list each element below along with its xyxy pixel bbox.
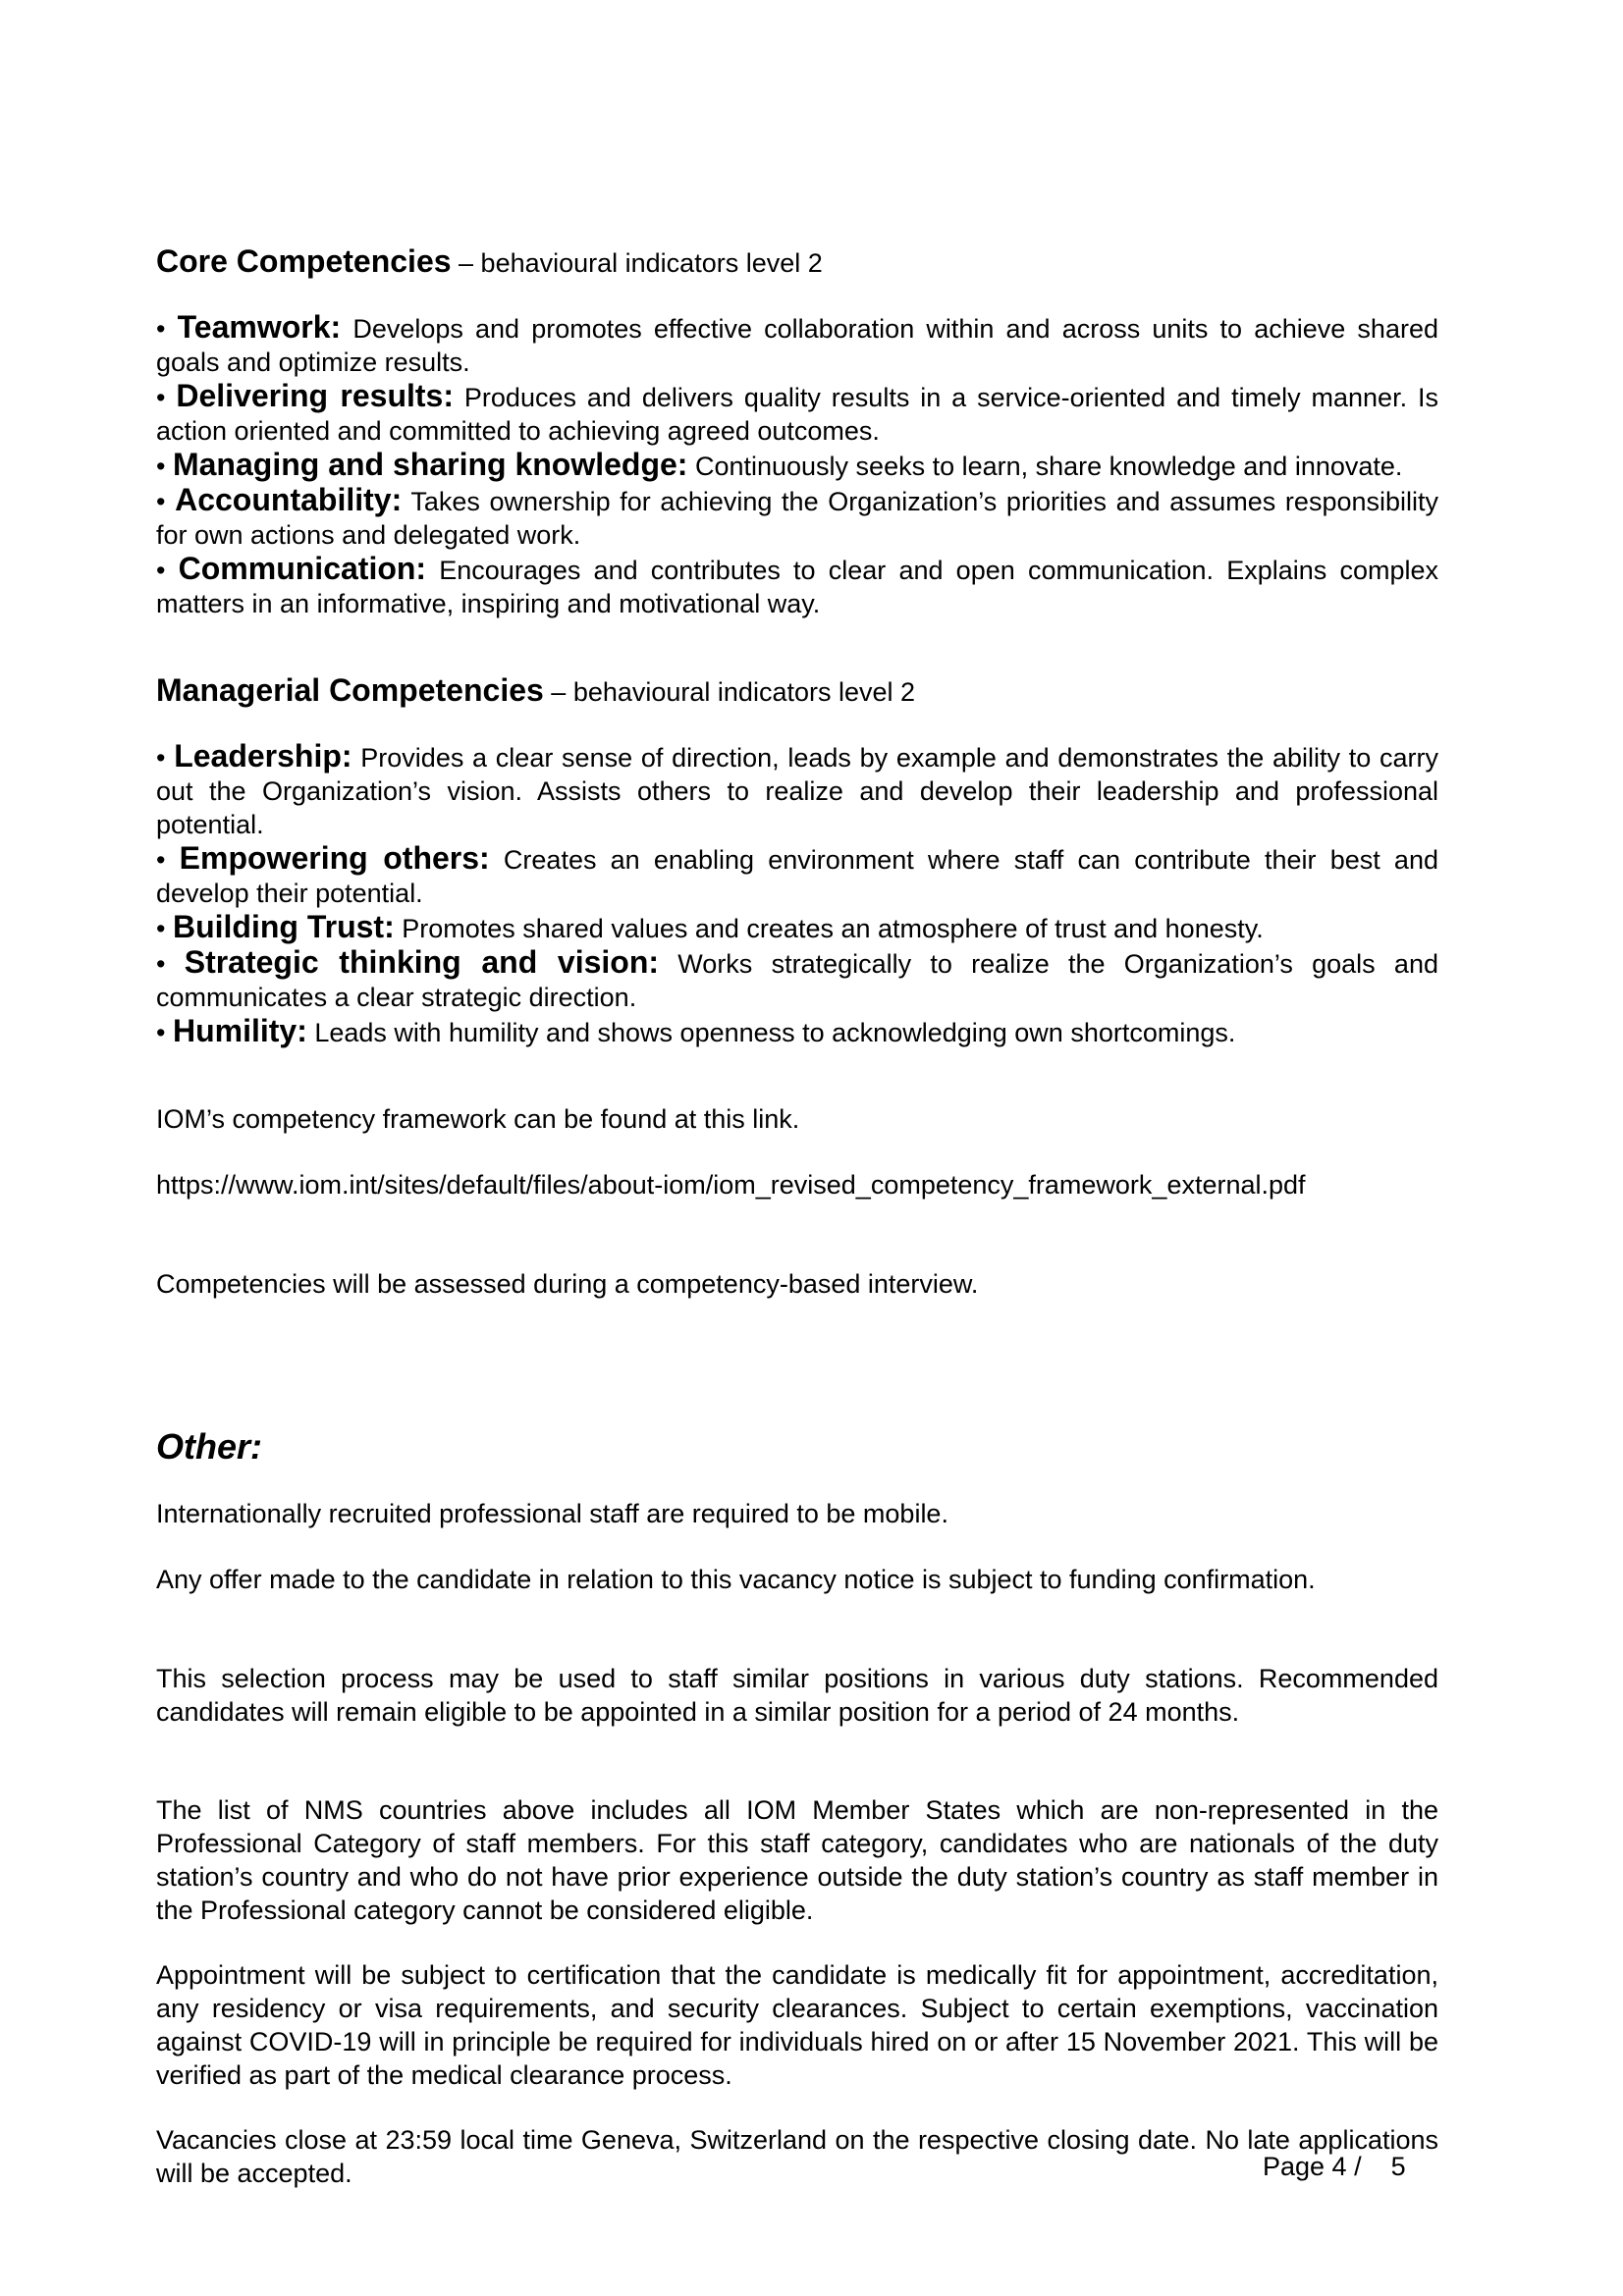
core-heading-bold: Core Competencies — [156, 243, 452, 279]
managerial-competencies-heading — [156, 673, 1438, 709]
description: Takes ownership for achieving the Organization’s priorities and assumes responsibility for own actions and delegated work. — [156, 487, 1438, 550]
document-page — [156, 0, 1438, 2296]
term: Strategic thinking and vision: — [184, 944, 660, 980]
term: Delivering results: — [176, 378, 454, 413]
term: Accountability: — [175, 482, 403, 517]
description: Promotes shared values and creates an atmosphere of trust and honesty. — [394, 914, 1264, 943]
description: Works strategically to realize the Organization’s goals and communicates a clear strategic direction. — [156, 949, 1438, 1012]
description: Continuously seeks to learn, share knowledge and innovate. — [687, 452, 1403, 481]
term: Leadership: — [174, 738, 352, 774]
managerial-item-strategic-thinking: • Strategic thinking and vision: Works strategically to realize the Organization’s goals and communicates a clear strategic direction. — [156, 944, 1438, 1012]
term: Building Trust: — [172, 909, 395, 944]
term: Teamwork: — [177, 309, 342, 345]
other-paragraph-selection: This selection process may be used to staff similar positions in various duty stations. Recommended candidates will remain eligible to be appointed in a similar position for a period of 24 months. — [156, 1664, 1438, 1727]
description: Encourages and contributes to clear and open communication. Explains complex matters in an informative, inspiring and motivational way. — [156, 556, 1438, 618]
other-paragraph-nms: The list of NMS countries above includes all IOM Member States which are non-represented in the Professional Category of staff members. For this staff category, candidates who are nationals of the duty station’s country and who do not have prior experience outside the duty station’s country as staff member in the Professional category cannot be considered eligible. — [156, 1795, 1438, 1925]
core-competencies-heading — [156, 244, 1438, 280]
core-item-accountability: • Accountability: Takes ownership for achieving the Organization’s priorities and assumes responsibility for own actions and delegated work. — [156, 482, 1438, 550]
other-paragraph-mobility: Internationally recruited professional staff are required to be mobile. — [156, 1499, 948, 1528]
framework-link[interactable]: https://www.iom.int/sites/default/files/about-iom/iom_revised_competency_framework_external.pdf — [156, 1170, 1306, 1200]
framework-intro: IOM’s competency framework can be found at this link. — [156, 1104, 800, 1134]
core-competencies-list — [156, 310, 1438, 620]
assessment-note: Competencies will be assessed during a competency-based interview. — [156, 1269, 979, 1299]
other-heading: Other: — [156, 1426, 262, 1467]
term: Empowering others: — [179, 840, 490, 876]
managerial-heading-bold: Managerial Competencies — [156, 672, 544, 708]
core-heading-rest: – behavioural indicators level 2 — [451, 248, 823, 278]
description: Leads with humility and shows openness to acknowledging own shortcomings. — [306, 1018, 1236, 1047]
description: Creates an enabling environment where staff can contribute their best and develop their potential. — [156, 845, 1438, 908]
core-item-delivering-results: • Delivering results: Produces and delivers quality results in a service-oriented and timely manner. Is action oriented and committed to achieving agreed outcomes. — [156, 378, 1438, 446]
managerial-item-leadership: • Leadership: Provides a clear sense of direction, leads by example and demonstrates the ability to carry out the Organization’s vision. Assists others to realize and develop their leadership and professional potential. — [156, 738, 1438, 839]
other-paragraph-closing: Vacancies close at 23:59 local time Geneva, Switzerland on the respective closing date. No late applications will be accepted. — [156, 2125, 1438, 2188]
managerial-heading-rest: – behavioural indicators level 2 — [543, 677, 916, 707]
description: Produces and delivers quality results in a service-oriented and timely manner. Is action oriented and committed to achieving agreed outcomes. — [156, 383, 1438, 446]
managerial-competencies-list — [156, 739, 1438, 1049]
other-paragraph-funding: Any offer made to the candidate in relation to this vacancy notice is subject to funding confirmation. — [156, 1565, 1316, 1594]
other-paragraph-appointment: Appointment will be subject to certification that the candidate is medically fit for appointment, accreditation, any residency or visa requirements, and security clearances. Subject to certain exemptions, vaccination against COVID-19 will in principle be required for individuals hired on or after 15 November 2021. This will be verified as part of the medical clearance process. — [156, 1960, 1438, 2090]
managerial-item-building-trust: • Building Trust: Promotes shared values and creates an atmosphere of trust and honesty. — [156, 909, 1264, 944]
term: Communication: — [178, 551, 427, 586]
core-item-teamwork: • Teamwork: Develops and promotes effective collaboration within and across units to achieve shared goals and optimize results. — [156, 309, 1438, 377]
core-item-managing-knowledge: • Managing and sharing knowledge: Continuously seeks to learn, share knowledge and innovate. — [156, 447, 1403, 482]
term: Managing and sharing knowledge: — [172, 447, 688, 482]
page-number: Page 4 / 5 — [1263, 2152, 1406, 2181]
managerial-item-empowering-others: • Empowering others: Creates an enabling environment where staff can contribute their best and develop their potential. — [156, 840, 1438, 908]
core-item-communication: • Communication: Encourages and contributes to clear and open communication. Explains complex matters in an informative, inspiring and motivational way. — [156, 551, 1438, 618]
managerial-item-humility: • Humility: Leads with humility and shows openness to acknowledging own shortcomings. — [156, 1013, 1236, 1048]
description: Develops and promotes effective collaboration within and across units to achieve shared goals and optimize results. — [156, 314, 1438, 377]
description: Provides a clear sense of direction, leads by example and demonstrates the ability to carry out the Organization’s vision. Assists others to realize and develop their leadership and professional potential. — [156, 743, 1438, 839]
term: Humility: — [172, 1013, 307, 1048]
